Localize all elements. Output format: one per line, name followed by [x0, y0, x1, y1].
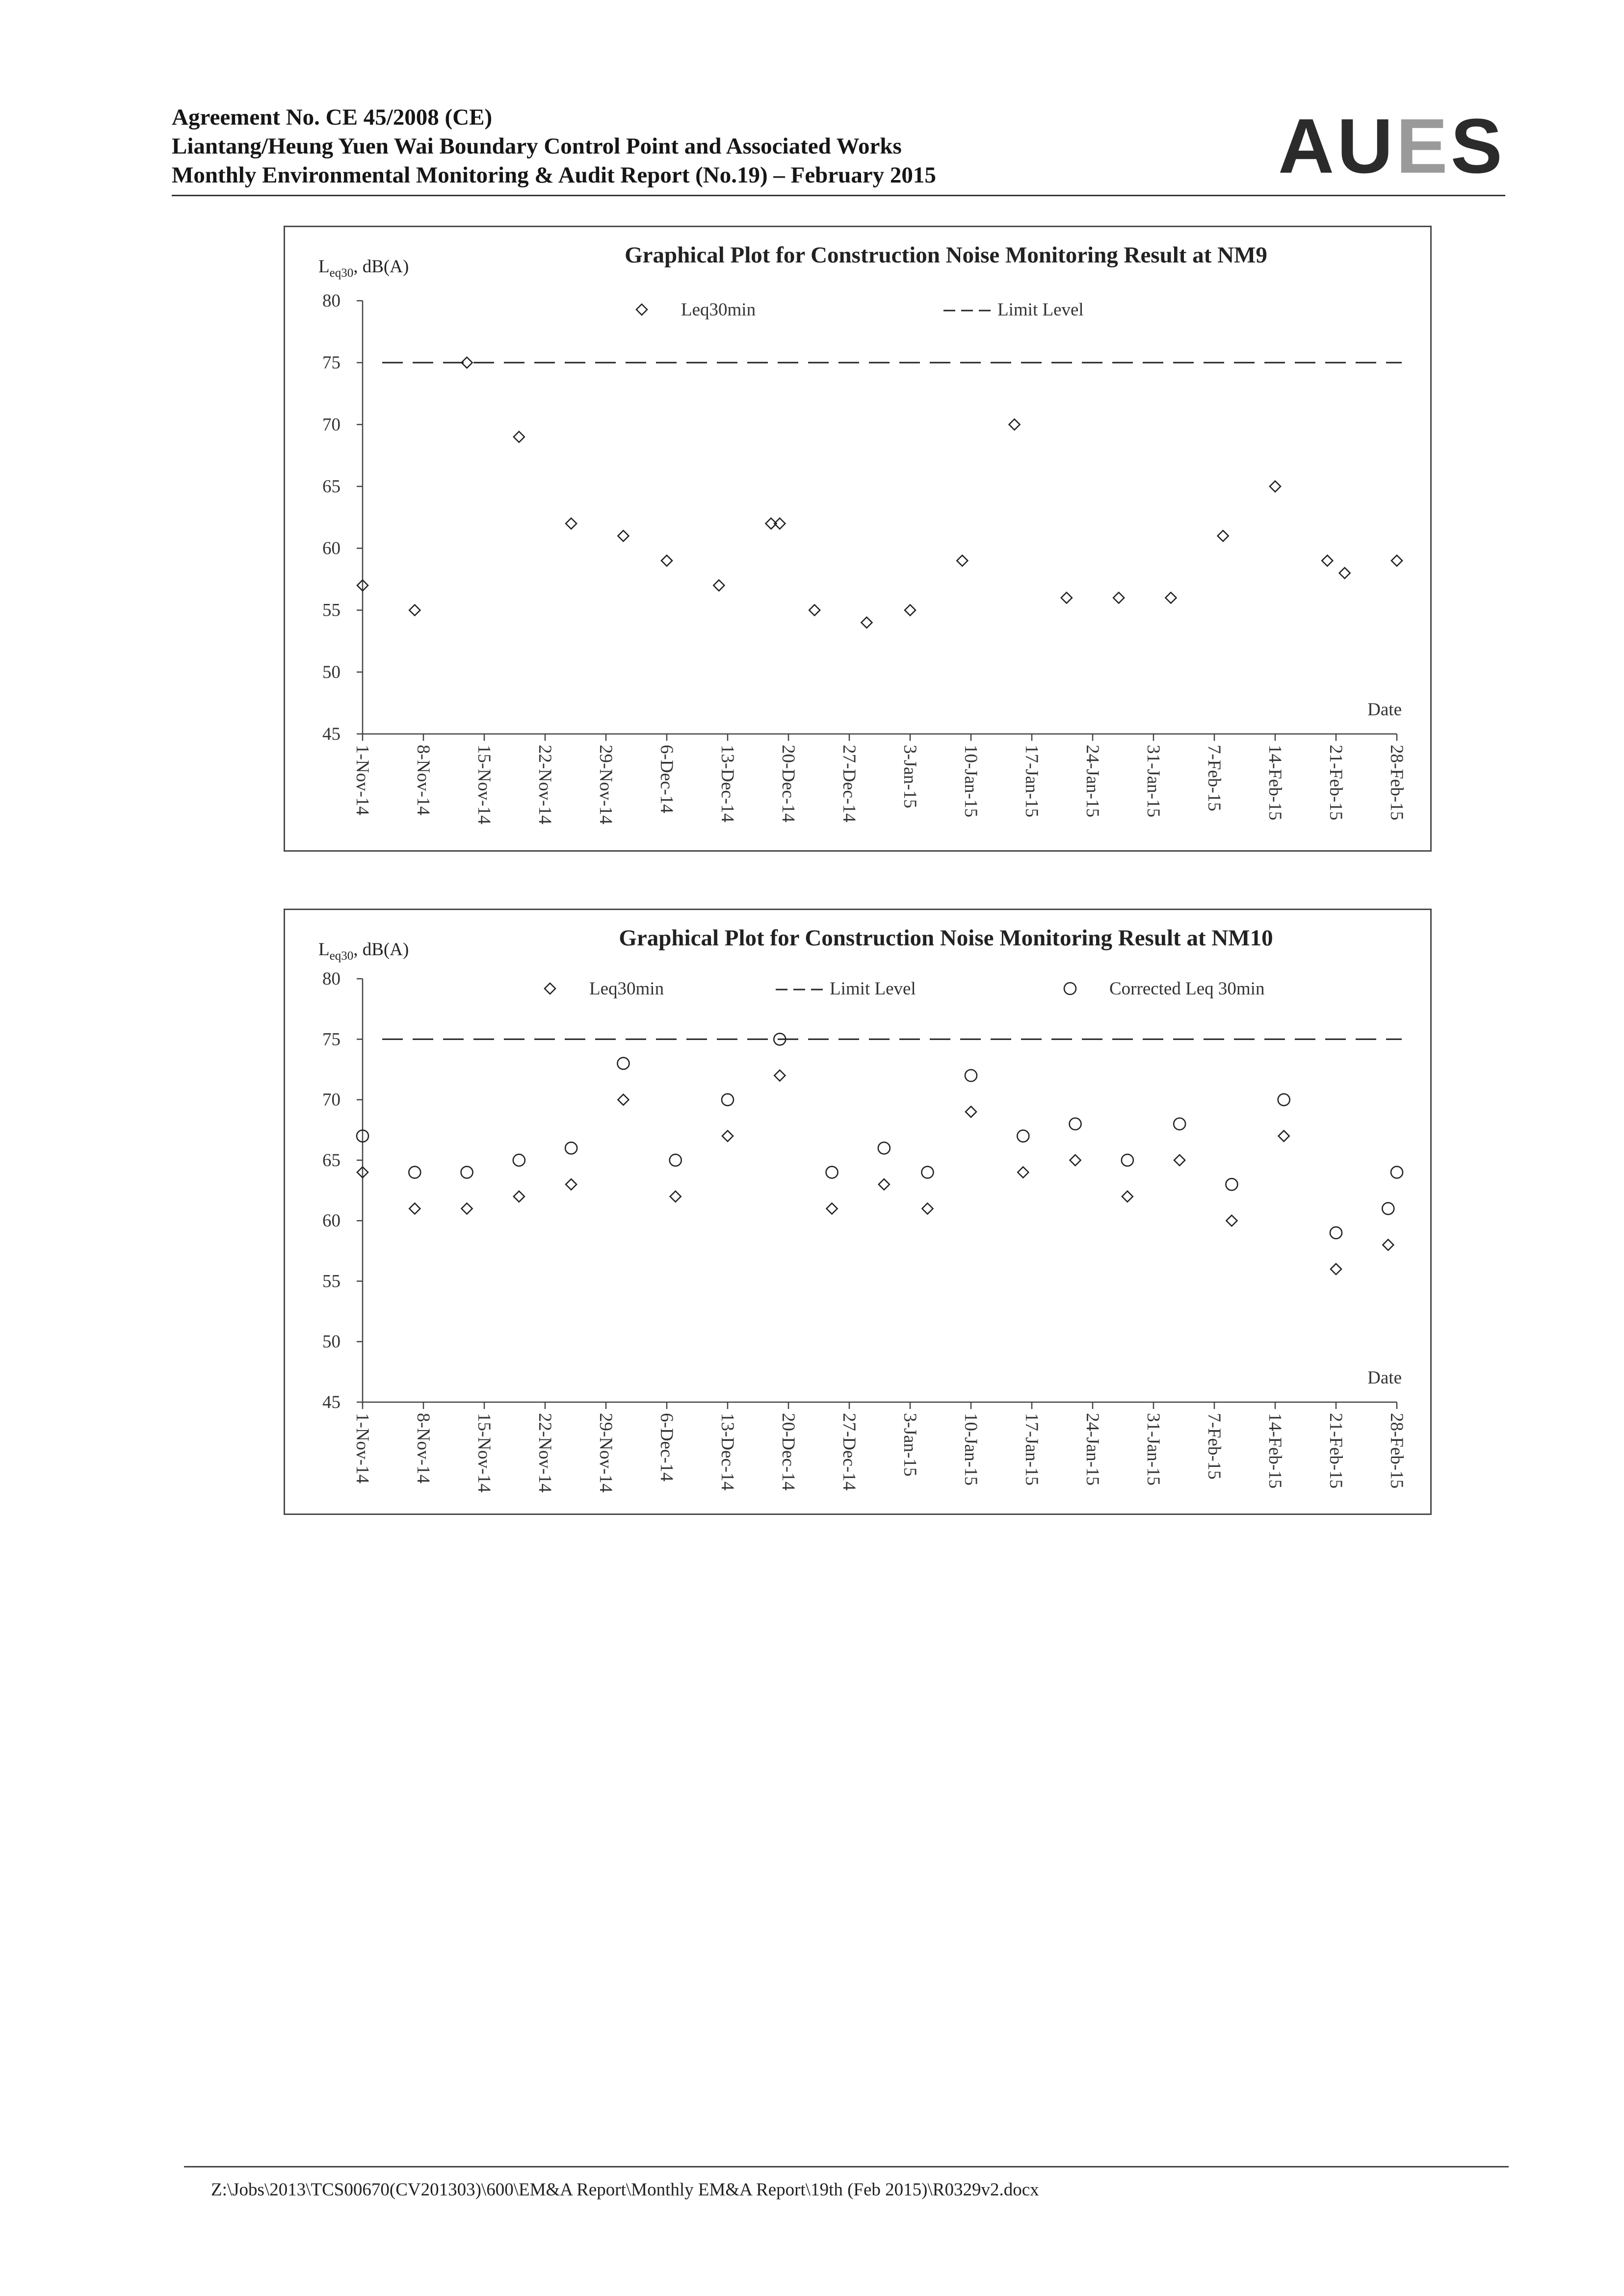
data-point	[670, 1154, 681, 1166]
y-tick-label: 55	[322, 1271, 341, 1292]
y-tick-label: 50	[322, 662, 341, 682]
project-line: Liantang/Heung Yuen Wai Boundary Control Point and Associated Works	[172, 133, 902, 159]
data-point	[905, 605, 916, 616]
series-diamond	[357, 357, 1402, 628]
x-tick-label: 20-Dec-14	[778, 1413, 798, 1491]
x-tick-label: 10-Jan-15	[961, 1413, 981, 1486]
x-tick-label: 21-Feb-15	[1326, 1413, 1346, 1489]
data-point	[618, 530, 629, 541]
data-point	[1391, 555, 1402, 566]
x-tick-label: 29-Nov-14	[596, 745, 616, 825]
data-point	[966, 1106, 976, 1117]
chart-svg	[285, 227, 1430, 850]
data-point	[827, 1203, 838, 1214]
x-tick-label: 17-Jan-15	[1022, 745, 1042, 817]
data-point	[1070, 1118, 1081, 1130]
y-axis-label	[318, 257, 409, 280]
x-tick-label: 13-Dec-14	[717, 1413, 737, 1491]
data-point	[1061, 592, 1072, 603]
y-axis-label-main: L	[318, 257, 330, 277]
data-point	[1270, 481, 1281, 492]
y-tick-label: 70	[322, 415, 341, 435]
data-point	[670, 1191, 681, 1202]
chart-title: Graphical Plot for Construction Noise Monitoring Result at NM10	[619, 925, 1273, 951]
x-tick-label: 8-Nov-14	[413, 745, 433, 815]
data-point	[618, 1095, 629, 1105]
x-tick-label: 6-Dec-14	[656, 1413, 677, 1482]
x-tick-label: 7-Feb-15	[1204, 1413, 1224, 1480]
data-point	[1382, 1202, 1394, 1214]
data-point	[879, 1179, 890, 1190]
series-diamond	[357, 1070, 1393, 1275]
data-point	[1226, 1215, 1237, 1226]
data-point	[1122, 1191, 1133, 1202]
chart-title: Graphical Plot for Construction Noise Monitoring Result at NM9	[625, 242, 1267, 268]
logo-text-left: AU	[1278, 103, 1396, 189]
data-point	[1018, 1167, 1028, 1178]
x-tick-label: 8-Nov-14	[413, 1413, 433, 1484]
logo-text-right: S	[1450, 103, 1505, 189]
data-point	[1070, 1155, 1081, 1166]
x-tick-label: 6-Dec-14	[656, 745, 677, 813]
data-point	[861, 617, 872, 628]
x-axis-label: Date	[1367, 1368, 1402, 1388]
data-point	[1218, 530, 1229, 541]
logo-text-mid: E	[1396, 103, 1451, 189]
x-tick-label: 22-Nov-14	[535, 1413, 555, 1493]
x-tick-label: 13-Dec-14	[717, 745, 737, 823]
legend-marker	[1064, 983, 1076, 994]
y-tick-label: 45	[322, 1392, 341, 1412]
data-point	[409, 605, 420, 616]
y-axis-label	[318, 939, 409, 963]
x-tick-label: 22-Nov-14	[535, 745, 555, 825]
report-line: Monthly Environmental Monitoring & Audit Report (No.19) – February 2015	[172, 162, 936, 188]
y-axis-label-unit: , dB(A)	[353, 257, 409, 277]
y-axis-label-sub: eq30	[329, 266, 354, 280]
data-point	[1113, 592, 1124, 603]
y-tick-label: 80	[322, 291, 341, 311]
x-tick-label: 17-Jan-15	[1022, 1413, 1042, 1486]
y-tick-label: 55	[322, 600, 341, 621]
y-axis-label-main: L	[318, 939, 330, 960]
data-point	[409, 1167, 420, 1178]
data-point	[1122, 1154, 1133, 1166]
x-tick-label: 29-Nov-14	[596, 1413, 616, 1493]
legend-label: Limit Level	[997, 300, 1084, 320]
y-tick-label: 65	[322, 1150, 341, 1171]
y-tick-label: 70	[322, 1090, 341, 1110]
x-tick-label: 27-Dec-14	[839, 745, 859, 823]
x-tick-label: 24-Jan-15	[1082, 745, 1102, 817]
y-axis-label-unit: , dB(A)	[353, 939, 409, 960]
data-point	[1226, 1178, 1237, 1190]
x-axis-label: Date	[1367, 700, 1402, 720]
legend-label: Leq30min	[681, 300, 756, 320]
legend-marker	[636, 304, 647, 315]
x-tick-label: 1-Nov-14	[352, 745, 372, 815]
y-tick-label: 75	[322, 1029, 341, 1050]
data-point	[957, 555, 968, 566]
y-tick-label: 60	[322, 538, 341, 559]
data-point	[565, 1142, 577, 1154]
series-circle	[357, 1033, 1403, 1239]
data-point	[566, 1179, 576, 1190]
x-tick-label: 14-Feb-15	[1265, 745, 1285, 821]
x-tick-label: 31-Jan-15	[1143, 745, 1163, 817]
data-point	[1322, 555, 1333, 566]
data-point	[1391, 1167, 1403, 1178]
y-tick-label: 50	[322, 1331, 341, 1352]
data-point	[826, 1167, 838, 1178]
header-divider	[172, 195, 1505, 196]
data-point	[661, 555, 672, 566]
data-point	[514, 432, 524, 443]
data-point	[1174, 1155, 1185, 1166]
x-tick-label: 20-Dec-14	[778, 745, 798, 823]
data-point	[1017, 1130, 1029, 1142]
legend-label: Limit Level	[830, 979, 916, 999]
data-point	[722, 1131, 733, 1142]
aues-logo	[1278, 103, 1505, 189]
data-point	[1009, 419, 1020, 430]
data-point	[617, 1058, 629, 1070]
x-tick-label: 28-Feb-15	[1387, 745, 1407, 821]
data-point	[1278, 1094, 1290, 1106]
nm10-chart	[284, 909, 1432, 1515]
x-tick-label: 1-Nov-14	[352, 1413, 372, 1484]
y-tick-label: 75	[322, 353, 341, 373]
data-point	[566, 518, 576, 529]
y-axis-label-sub: eq30	[329, 949, 354, 963]
y-tick-label: 65	[322, 476, 341, 497]
data-point	[809, 605, 820, 616]
footer-file-path: Z:\Jobs\2013\TCS00670(CV201303)\600\EM&A Report\Monthly EM&A Report\19th (Feb 2015)\R0329v2.docx	[211, 2180, 1039, 2200]
x-tick-label: 24-Jan-15	[1082, 1413, 1102, 1486]
data-point	[1279, 1131, 1289, 1142]
x-tick-label: 27-Dec-14	[839, 1413, 859, 1491]
x-tick-label: 3-Jan-15	[900, 1413, 920, 1477]
x-tick-label: 10-Jan-15	[961, 745, 981, 817]
y-tick-label: 45	[322, 724, 341, 744]
data-point	[878, 1142, 890, 1154]
data-point	[713, 580, 724, 591]
data-point	[461, 1167, 473, 1178]
x-tick-label: 28-Feb-15	[1387, 1413, 1407, 1489]
x-tick-label: 7-Feb-15	[1204, 745, 1224, 811]
x-tick-label: 3-Jan-15	[900, 745, 920, 809]
x-tick-label: 31-Jan-15	[1143, 1413, 1163, 1486]
data-point	[774, 1070, 785, 1081]
data-point	[462, 1203, 472, 1214]
data-point	[1383, 1239, 1393, 1250]
data-point	[409, 1203, 420, 1214]
y-tick-label: 80	[322, 969, 341, 989]
legend-marker	[545, 983, 555, 994]
data-point	[1330, 1227, 1342, 1239]
data-point	[1331, 1264, 1341, 1275]
x-tick-label: 21-Feb-15	[1326, 745, 1346, 821]
y-tick-label: 60	[322, 1211, 341, 1231]
data-point	[1339, 568, 1350, 578]
data-point	[513, 1154, 525, 1166]
chart-svg	[285, 910, 1430, 1513]
x-tick-label: 14-Feb-15	[1265, 1413, 1285, 1489]
data-point	[514, 1191, 524, 1202]
footer-divider	[184, 2166, 1509, 2167]
data-point	[922, 1203, 933, 1214]
data-point	[965, 1070, 977, 1081]
agreement-line: Agreement No. CE 45/2008 (CE)	[172, 104, 493, 130]
data-point	[921, 1167, 933, 1178]
data-point	[1165, 592, 1176, 603]
x-tick-label: 15-Nov-14	[474, 745, 494, 825]
legend-label: Corrected Leq 30min	[1109, 979, 1265, 999]
data-point	[722, 1094, 733, 1106]
data-point	[1174, 1118, 1185, 1130]
nm9-chart	[284, 226, 1432, 852]
x-tick-label: 15-Nov-14	[474, 1413, 494, 1493]
legend-label: Leq30min	[589, 979, 664, 999]
